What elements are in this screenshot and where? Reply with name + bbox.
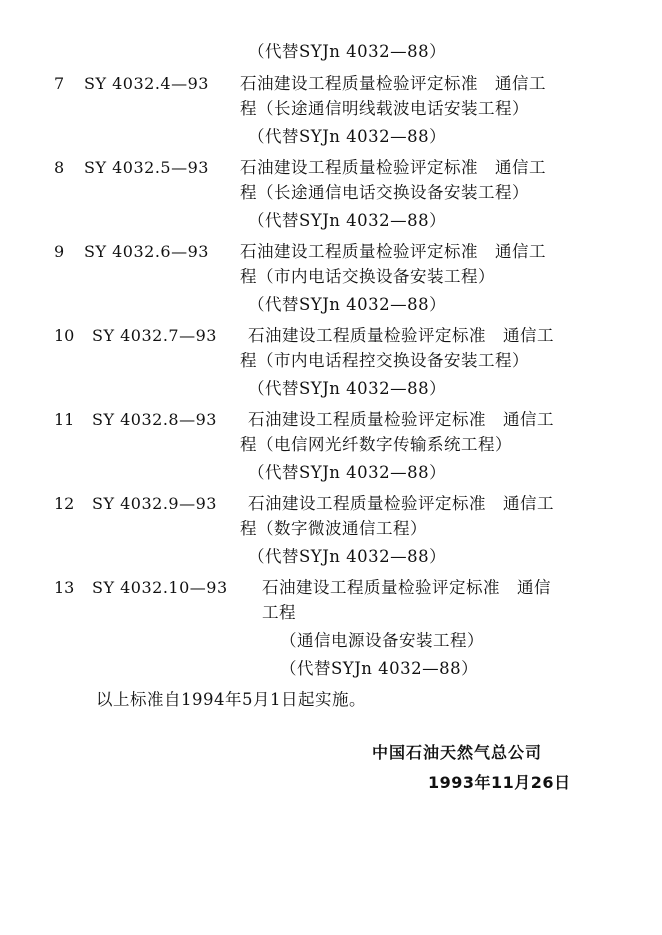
replace-note-top: （代替SYJn 4032—88） [248, 42, 447, 61]
replace-note: （代替SYJn 4032—88） [248, 547, 447, 566]
standard-title-line2: 程（电信网光纤数字传输系统工程） [240, 435, 512, 454]
replace-note: （代替SYJn 4032—88） [248, 127, 447, 146]
standard-title-line1: 石油建设工程质量检验评定标准 通信工 [240, 158, 546, 177]
standard-title-line3: （通信电源设备安装工程） [280, 631, 484, 650]
entry-number: 13 [54, 578, 75, 597]
standard-title-line1: 石油建设工程质量检验评定标准 通信工 [248, 494, 554, 513]
standard-title-line2: 程（长途通信电话交换设备安装工程） [240, 183, 529, 202]
effective-date-statement: 以上标准自1994年5月1日起实施。 [96, 690, 366, 709]
entry-number: 10 [54, 326, 75, 345]
entry-number: 7 [54, 74, 65, 93]
standard-code: SY 4032.9—93 [92, 494, 217, 513]
standard-title-line2: 程（长途通信明线载波电话安装工程） [240, 99, 529, 118]
standard-title-line2: 程（数字微波通信工程） [240, 519, 427, 538]
entry-number: 8 [54, 158, 65, 177]
standard-code: SY 4032.6—93 [84, 242, 209, 261]
replace-note: （代替SYJn 4032—88） [248, 211, 447, 230]
standard-title-line2: 工程 [262, 603, 296, 622]
issue-date: 1993年11月26日 [428, 773, 571, 792]
entry-number: 9 [54, 242, 65, 261]
standard-title-line1: 石油建设工程质量检验评定标准 通信 [262, 578, 551, 597]
standard-title-line2: 程（市内电话交换设备安装工程） [240, 267, 495, 286]
replace-note: （代替SYJn 4032—88） [248, 379, 447, 398]
entry-number: 12 [54, 494, 75, 513]
standard-title-line1: 石油建设工程质量检验评定标准 通信工 [240, 74, 546, 93]
issuer-name: 中国石油天然气总公司 [372, 743, 543, 762]
replace-note: （代替SYJn 4032—88） [280, 659, 479, 678]
replace-note: （代替SYJn 4032—88） [248, 463, 447, 482]
standard-title-line1: 石油建设工程质量检验评定标准 通信工 [248, 326, 554, 345]
standard-code: SY 4032.5—93 [84, 158, 209, 177]
standard-code: SY 4032.7—93 [92, 326, 217, 345]
standard-code: SY 4032.8—93 [92, 410, 217, 429]
standard-code: SY 4032.4—93 [84, 74, 209, 93]
standard-code: SY 4032.10—93 [92, 578, 228, 597]
standard-title-line1: 石油建设工程质量检验评定标准 通信工 [240, 242, 546, 261]
entry-number: 11 [54, 410, 75, 429]
standard-title-line1: 石油建设工程质量检验评定标准 通信工 [248, 410, 554, 429]
replace-note: （代替SYJn 4032—88） [248, 295, 447, 314]
standard-title-line2: 程（市内电话程控交换设备安装工程） [240, 351, 529, 370]
